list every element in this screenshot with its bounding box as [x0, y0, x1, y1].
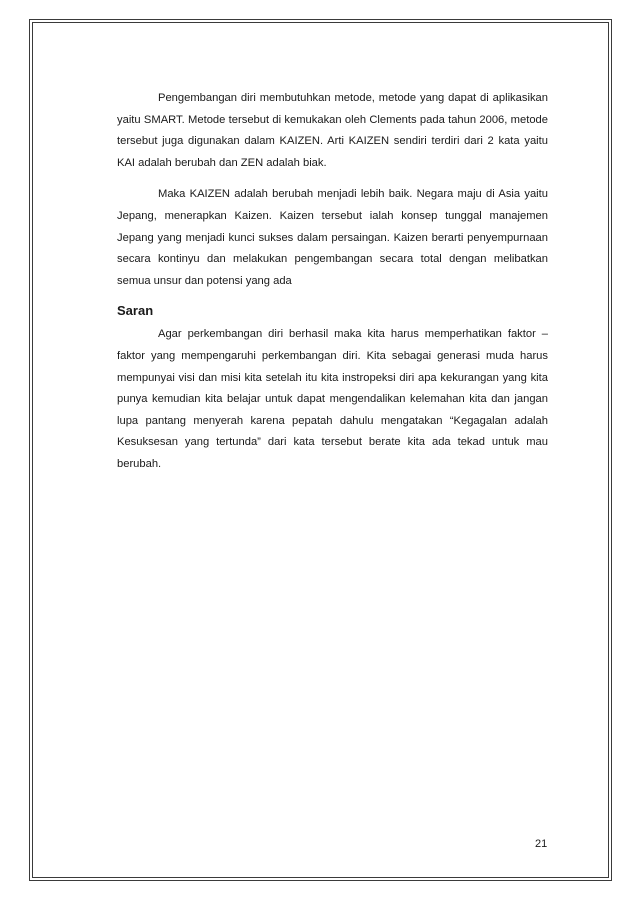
document-body [117, 88, 548, 476]
paragraph-pengembangan-diri: Pengembangan diri membutuhkan metode, metode yang dapat di aplikasikan yaitu SMART. Metode tersebut di kemukakan oleh Clements pada tahun 2006, metode tersebut juga digunakan dalam KAIZEN. Arti KAIZEN sendiri terdiri dari 2 kata yaitu KAI adalah berubah dan ZEN adalah biak. [117, 92, 548, 169]
page-number: 21 [535, 838, 548, 850]
paragraph-saran: Agar perkembangan diri berhasil maka kita harus memperhatikan faktor – faktor yang mempengaruhi perkembangan diri. Kita sebagai generasi muda harus mempunyai visi dan misi kita setelah itu kita instropeksi diri apa kekurangan yang kita punya kemudian kita belajar untuk dapat mengendalikan kelemahan kita dan jangan lupa pantang menyerah karena pepatah dahulu mengatakan “Kegagalan adalah Kesuksesan yang tertunda” dari kata tersebut berate kita ada tekad untuk mau berubah. [117, 328, 548, 470]
section-heading-saran: Saran [117, 303, 154, 319]
paragraph-kaizen: Maka KAIZEN adalah berubah menjadi lebih baik. Negara maju di Asia yaitu Jepang, menerapkan Kaizen. Kaizen tersebut ialah konsep tunggal manajemen Jepang yang menjadi kunci sukses dalam persaingan. Kaizen berarti penyempurnaan secara kontinyu dan melakukan pengembangan secara total dengan melibatkan semua unsur dan potensi yang ada [117, 188, 548, 287]
